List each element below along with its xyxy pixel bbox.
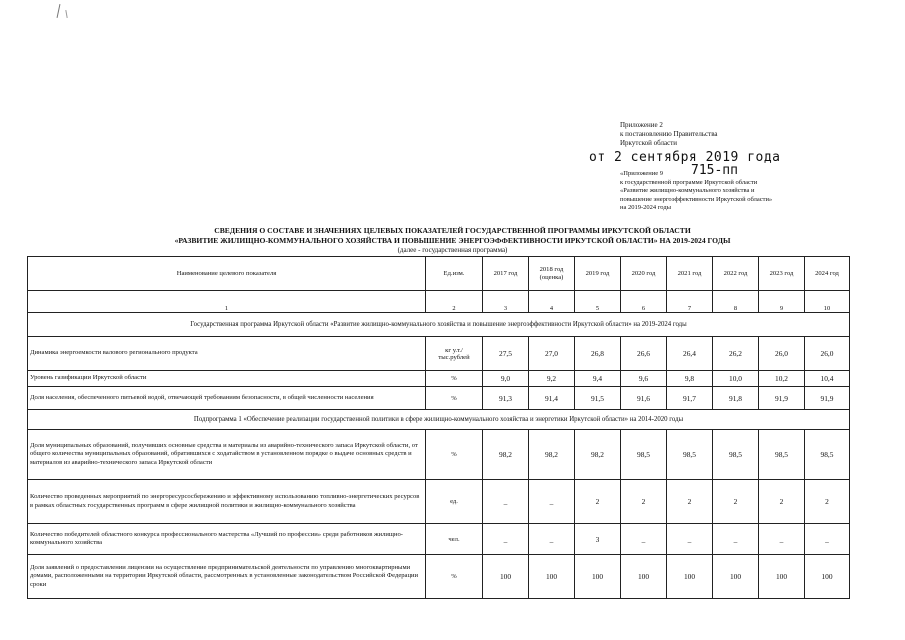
header-year-note: (оценка) (539, 273, 564, 281)
unit-text: тыс.рублей (438, 353, 470, 361)
indicator-unit: % (426, 555, 483, 599)
indicator-unit (426, 337, 483, 371)
column-number: 10 (805, 291, 850, 313)
indicator-value: _ (667, 524, 713, 555)
indicator-value: 100 (667, 555, 713, 599)
indicator-value: 91,4 (529, 387, 575, 410)
indicator-value: _ (529, 480, 575, 524)
indicator-value: _ (483, 524, 529, 555)
indicator-unit: % (426, 430, 483, 480)
indicator-value: 98,2 (483, 430, 529, 480)
column-numbers-row (28, 291, 850, 313)
appendix-sub-line: повышение энергоэффективности Иркутской области» (620, 195, 773, 203)
table-row (28, 430, 850, 480)
appendix-header (620, 121, 718, 148)
indicator-value: 100 (621, 555, 667, 599)
header-year: 2023 год (759, 257, 805, 291)
section-title: Государственная программа Иркутской области «Развитие жилищно-коммунального хозяйства и повышение энергоэффективности Иркутской области» на 2019-2024 годы (28, 313, 850, 337)
indicator-value: 100 (529, 555, 575, 599)
column-number: 7 (667, 291, 713, 313)
column-number: 1 (28, 291, 426, 313)
indicator-value: 98,2 (529, 430, 575, 480)
indicator-value: 100 (483, 555, 529, 599)
appendix-sub-line: на 2019-2024 годы (620, 204, 672, 212)
indicator-name: Количество проведенных мероприятий по энергоресурсосбережению и эффективному использованию топливно-энергетических ресурсов в рамках областных государственных программ в сфере жилищной политики и жилищно-коммунального хозяйства (28, 480, 426, 524)
section-row (28, 313, 850, 337)
document-subtitle: (далее - государственная программа) (397, 246, 508, 254)
indicator-value: 91,7 (667, 387, 713, 410)
column-number: 6 (621, 291, 667, 313)
header-year: 2020 год (621, 257, 667, 291)
indicator-value: 9,0 (483, 371, 529, 387)
indicator-value: 2 (759, 480, 805, 524)
indicator-value: 2 (667, 480, 713, 524)
indicator-value: _ (483, 480, 529, 524)
indicator-value: 98,5 (621, 430, 667, 480)
appendix-sub-line: «Приложение 9 (620, 170, 664, 177)
table-row (28, 480, 850, 524)
indicator-value: 91,5 (575, 387, 621, 410)
indicator-value: 100 (575, 555, 621, 599)
indicator-value: 26,8 (575, 337, 621, 371)
column-number: 9 (759, 291, 805, 313)
appendix-sub-line: «Развитие жилищно-коммунального хозяйства и (620, 187, 755, 195)
indicator-value: 26,6 (621, 337, 667, 371)
indicator-name: Динамика энергоемкости валового регионального продукта (28, 337, 426, 371)
appendix-line: Приложение 2 (620, 121, 663, 129)
section-row (28, 410, 850, 430)
indicator-value: 91,9 (759, 387, 805, 410)
unit-text: кг у.т./ (445, 346, 463, 354)
header-year (529, 257, 575, 291)
indicator-value: 91,6 (621, 387, 667, 410)
indicator-value: 2 (575, 480, 621, 524)
indicator-value: 10,4 (805, 371, 850, 387)
indicator-value: _ (759, 524, 805, 555)
indicator-value: 10,2 (759, 371, 805, 387)
indicator-name: Количество победителей областного конкурса профессионального мастерства «Лучший по профессии» среди работников жилищно-коммунального хозяйства (28, 524, 426, 555)
indicator-value: 100 (805, 555, 850, 599)
indicator-value: _ (621, 524, 667, 555)
indicator-value: 26,2 (713, 337, 759, 371)
indicator-value: 26,0 (805, 337, 850, 371)
indicator-value: 9,6 (621, 371, 667, 387)
indicator-value: 9,4 (575, 371, 621, 387)
indicator-value: 26,0 (759, 337, 805, 371)
table-row (28, 337, 850, 371)
indicator-value: 98,5 (713, 430, 759, 480)
header-indicator-name: Наименование целевого показателя (28, 257, 426, 291)
indicator-value: 98,5 (805, 430, 850, 480)
indicator-value: 91,8 (713, 387, 759, 410)
indicator-value: 91,9 (805, 387, 850, 410)
indicator-value: 2 (805, 480, 850, 524)
indicator-value: _ (713, 524, 759, 555)
indicator-name: Доля заявлений о предоставлении лицензии на осуществление предпринимательской деятельности по управлению многоквартирными домами, расположенными на территории Иркутской области, рассмотренных в установленные законодательством Российской Федерации сроки (28, 555, 426, 599)
header-year-text: 2018 год (539, 265, 564, 273)
indicator-value: 98,2 (575, 430, 621, 480)
indicator-name: Уровень газификации Иркутской области (28, 371, 426, 387)
table-row (28, 524, 850, 555)
table-row (28, 555, 850, 599)
document-title: «РАЗВИТИЕ ЖИЛИЩНО-КОММУНАЛЬНОГО ХОЗЯЙСТВА И ПОВЫШЕНИЕ ЭНЕРГОЭФФЕКТИВНОСТИ ИРКУТСКОЙ ОБЛАСТИ» НА 2019-2024 ГОДЫ (174, 236, 731, 245)
indicator-value: 100 (759, 555, 805, 599)
indicator-value: 10,0 (713, 371, 759, 387)
indicator-value: 27,5 (483, 337, 529, 371)
indicator-name: Доля населения, обеспеченного питьевой водой, отвечающей требованиям безопасности, в общей численности населения (28, 387, 426, 410)
column-number: 4 (529, 291, 575, 313)
header-year: 2017 год (483, 257, 529, 291)
indicator-value: 27,0 (529, 337, 575, 371)
indicator-value: _ (529, 524, 575, 555)
appendix-sub-line: к государственной программе Иркутской области (620, 178, 758, 186)
indicator-unit: ед. (426, 480, 483, 524)
indicator-unit: % (426, 387, 483, 410)
indicator-value: 100 (713, 555, 759, 599)
indicator-value: 26,4 (667, 337, 713, 371)
appendix-subheader (620, 170, 772, 213)
indicator-value: 2 (713, 480, 759, 524)
scan-mark (57, 4, 61, 18)
indicator-value: 9,8 (667, 371, 713, 387)
appendix-line: к постановлению Правительства (620, 130, 718, 138)
resolution-number: 715-пп (691, 163, 738, 178)
scan-mark (65, 10, 67, 18)
table-row (28, 387, 850, 410)
indicator-value: 98,5 (759, 430, 805, 480)
document-title: СВЕДЕНИЯ О СОСТАВЕ И ЗНАЧЕНИЯХ ЦЕЛЕВЫХ ПОКАЗАТЕЛЕЙ ГОСУДАРСТВЕННОЙ ПРОГРАММЫ ИРКУТСКОЙ ОБЛАСТИ (214, 226, 691, 235)
indicator-value: _ (805, 524, 850, 555)
indicator-name: Доля муниципальных образований, получивших основные средства и материалы из аварийно-технического запаса Иркутской области, от общего количества муниципальных образований, обратившихся с ходатайством в установленном порядке о выдаче основных средств и материалов из аварийно-технического запаса Иркутской области (28, 430, 426, 480)
indicator-unit: чел. (426, 524, 483, 555)
column-number: 5 (575, 291, 621, 313)
column-number: 8 (713, 291, 759, 313)
table-row (28, 371, 850, 387)
header-unit: Ед.изм. (426, 257, 483, 291)
column-number: 2 (426, 291, 483, 313)
header-year: 2024 год (805, 257, 850, 291)
header-year: 2021 год (667, 257, 713, 291)
indicator-value: 98,5 (667, 430, 713, 480)
indicator-value: 9,2 (529, 371, 575, 387)
header-year: 2019 год (575, 257, 621, 291)
indicator-unit: % (426, 371, 483, 387)
header-row (28, 257, 850, 291)
resolution-date: от 2 сентября 2019 года (589, 150, 781, 165)
indicator-value: 91,3 (483, 387, 529, 410)
indicators-table (27, 256, 850, 599)
header-year: 2022 год (713, 257, 759, 291)
indicator-value: 3 (575, 524, 621, 555)
appendix-line: Иркутской области (620, 139, 678, 147)
section-title: Подпрограмма 1 «Обеспечение реализации государственной политики в сфере жилищно-коммунального хозяйства и энергетики Иркутской области» на 2014-2020 годы (28, 410, 850, 430)
column-number: 3 (483, 291, 529, 313)
indicator-value: 2 (621, 480, 667, 524)
